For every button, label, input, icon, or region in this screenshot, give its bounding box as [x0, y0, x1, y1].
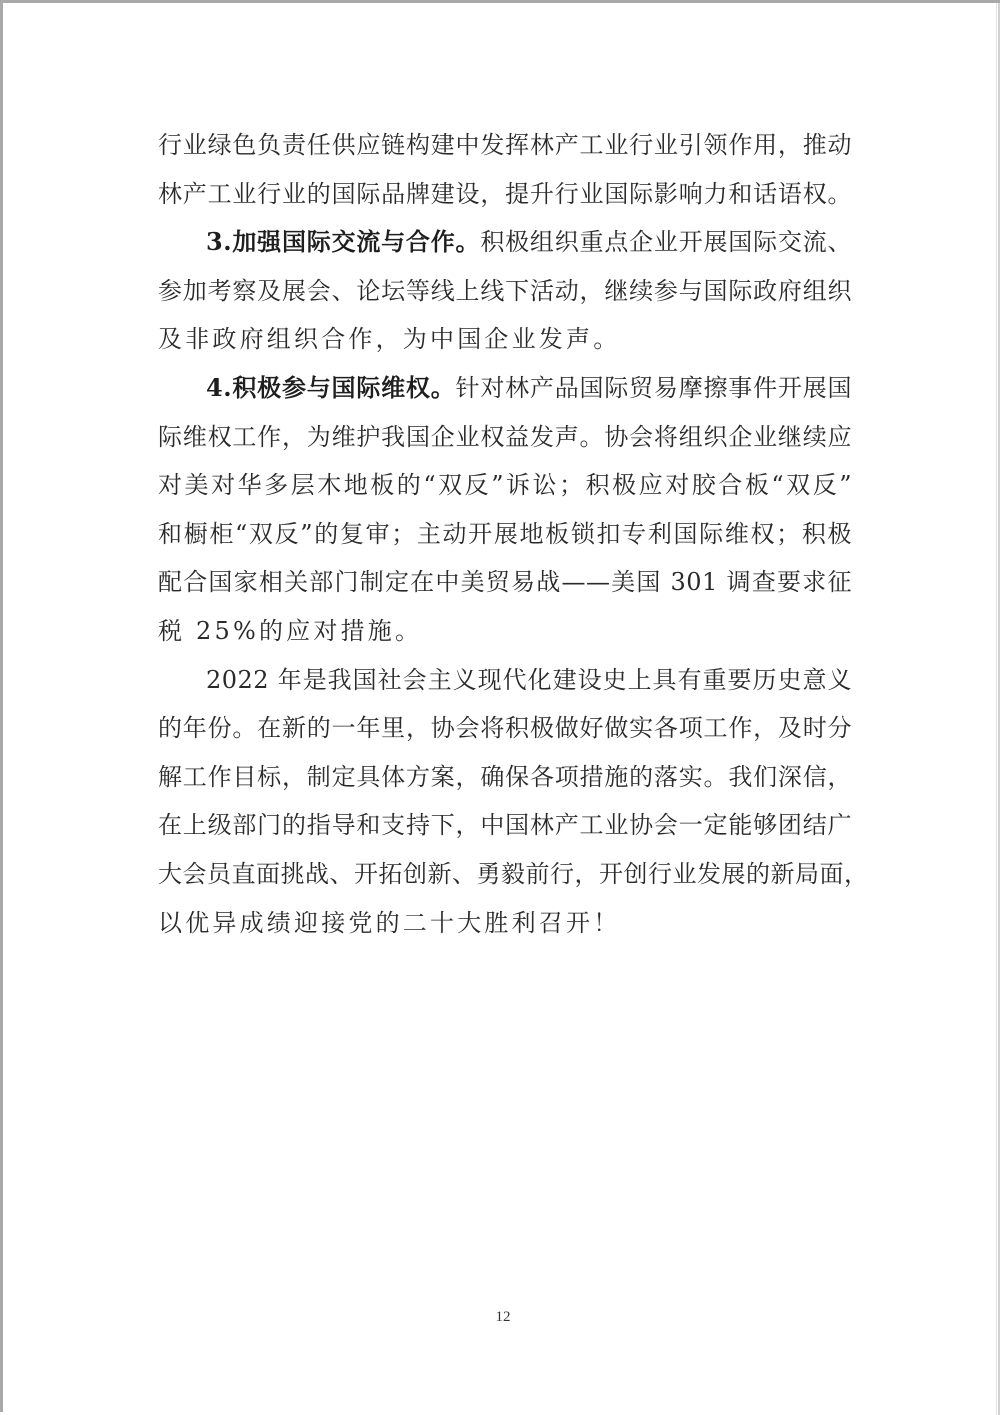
paragraph-conclusion	[158, 656, 869, 948]
text-line	[158, 218, 852, 267]
text-line: 2022 年是我国社会主义现代化建设史上具有重要历史意义	[206, 665, 852, 694]
text-line: 及非政府组织合作，为中国企业发声。	[158, 325, 621, 354]
text-line: 以优异成绩迎接党的二十大胜利召开！	[158, 908, 621, 937]
text-span: 积极组织重点企业开展国际交流、	[480, 228, 852, 257]
text-line: 的年份。在新的一年里，协会将积极做好做实各项工作，及时分	[158, 714, 852, 743]
document-body	[158, 121, 869, 947]
text-line: 税 25%的应对措施。	[158, 616, 423, 645]
section-heading: 4.积极参与国际维权。	[206, 372, 456, 402]
paragraph-international-rights	[158, 364, 852, 656]
text-line: 解工作目标，制定具体方案，确保各项措施的落实。我们深信，	[158, 762, 852, 791]
text-line: 和橱柜“双反”的复审；主动开展地板锁扣专利国际维权；积极	[158, 519, 852, 548]
text-line: 在上级部门的指导和支持下，中国林产工业协会一定能够团结广	[158, 811, 852, 840]
paragraph-international-cooperation	[158, 218, 852, 364]
text-line: 对美对华多层木地板的“双反”诉讼；积极应对胶合板“双反”	[158, 471, 852, 500]
page-edge-line	[996, 3, 997, 1415]
text-line	[158, 364, 852, 413]
text-line: 参加考察及展会、论坛等线上线下活动，继续参与国际政府组织	[158, 276, 852, 305]
text-line: 配合国家相关部门制定在中美贸易战——美国 301 调查要求征	[158, 568, 852, 597]
section-heading: 3.加强国际交流与合作。	[206, 227, 481, 257]
text-line: 林产工业行业的国际品牌建设，提升行业国际影响力和话语权。	[158, 179, 852, 208]
text-line: 行业绿色负责任供应链构建中发挥林产工业行业引领作用，推动	[158, 131, 852, 159]
text-line: 际维权工作，为维护我国企业权益发声。协会将组织企业继续应	[158, 422, 852, 451]
page-number: 12	[495, 1309, 511, 1325]
text-span: 针对林产品国际贸易摩擦事件开展国	[455, 373, 852, 402]
paragraph-continuation	[158, 121, 852, 218]
text-line: 大会员直面挑战、开拓创新、勇毅前行，开创行业发展的新局面，	[158, 859, 869, 888]
